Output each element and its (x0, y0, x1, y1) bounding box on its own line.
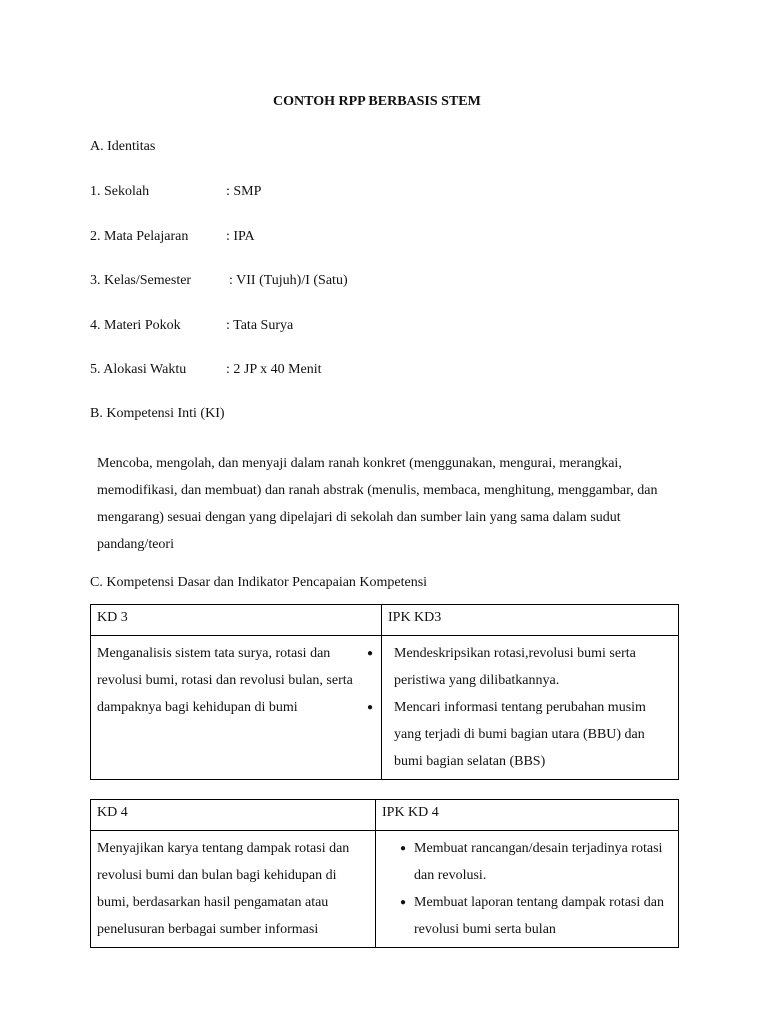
table-row (91, 800, 679, 831)
identitas-value-materi: : Tata Surya (226, 318, 294, 333)
bullet-icon: ● (366, 702, 373, 713)
table-row (91, 831, 679, 948)
identitas-label-kelas: 3. Kelas/Semester (90, 273, 192, 288)
ki-paragraph: Mencoba, mengolah, dan menyaji dalam ranah konkret (menggunakan, mengurai, merangkai, memodifikasi, dan membuat) dan ranah abstrak (menulis, membaca, menghitung, menggambar, dan mengarang) sesuai dengan yang dipelajari di sekolah dan sumber lain yang sama dalam sudut pandang/teori (97, 456, 658, 552)
identitas-value-kelas: : VII (Tujuh)/I (Satu) (229, 273, 348, 288)
kd3-left-text: Menganalisis sistem tata surya, rotasi dan revolusi bumi, rotasi dan revolusi bulan, serta dampaknya bagi kehidupan di bumi (97, 646, 353, 715)
section-b-heading: B. Kompetensi Inti (KI) (90, 406, 225, 421)
identitas-value-sekolah: : SMP (226, 184, 262, 199)
list-item-text: Membuat laporan tentang dampak rotasi dan revolusi bumi serta bulan (414, 895, 664, 937)
kd4-bullet-list (394, 835, 672, 943)
identitas-label-mapel: 2. Mata Pelajaran (90, 229, 189, 244)
identitas-label-sekolah: 1. Sekolah (90, 184, 150, 199)
section-c-heading: C. Kompetensi Dasar dan Indikator Pencapaian Kompetensi (90, 575, 428, 590)
identitas-label-alokasi: 5. Alokasi Waktu (90, 362, 187, 377)
table-row (91, 605, 679, 636)
kd4-right-cell (376, 831, 679, 948)
list-item (394, 835, 672, 889)
bullet-icon: ● (366, 648, 373, 659)
kd3-left-cell (91, 636, 382, 780)
kd3-table (90, 604, 679, 780)
list-item: Mendeskripsikan rotasi,revolusi bumi serta peristiwa yang dilibatkannya. (394, 646, 636, 688)
table-row (91, 636, 679, 780)
identitas-value-alokasi: : 2 JP x 40 Menit (226, 362, 322, 377)
bullet-icon: ● (400, 897, 407, 908)
kd3-head-left: KD 3 (91, 605, 382, 636)
list-item-text: Membuat rancangan/desain terjadinya rotasi dan revolusi. (414, 841, 663, 883)
kd4-left-text: Menyajikan karya tentang dampak rotasi dan revolusi bumi dan bulan bagi kehidupan di bumi, berdasarkan hasil pengamatan atau penelusuran berbagai sumber informasi (97, 841, 350, 937)
section-a-heading: A. Identitas (90, 139, 156, 154)
kd4-head-left: KD 4 (91, 800, 376, 831)
list-item (394, 889, 672, 943)
kd4-head-right: IPK KD 4 (376, 800, 679, 831)
kd3-head-right: IPK KD3 (382, 605, 679, 636)
kd3-right-cell (382, 636, 679, 780)
list-item: Mencari informasi tentang perubahan musim yang terjadi di bumi bagian utara (BBU) dan bumi bagian selatan (BBS) (394, 700, 646, 769)
bullet-icon: ● (400, 843, 407, 854)
identitas-value-mapel: : IPA (226, 229, 255, 244)
kd4-left-cell (91, 831, 376, 948)
document-title: CONTOH RPP BERBASIS STEM (273, 94, 481, 109)
identitas-label-materi: 4. Materi Pokok (90, 318, 181, 333)
kd4-table (90, 799, 679, 948)
